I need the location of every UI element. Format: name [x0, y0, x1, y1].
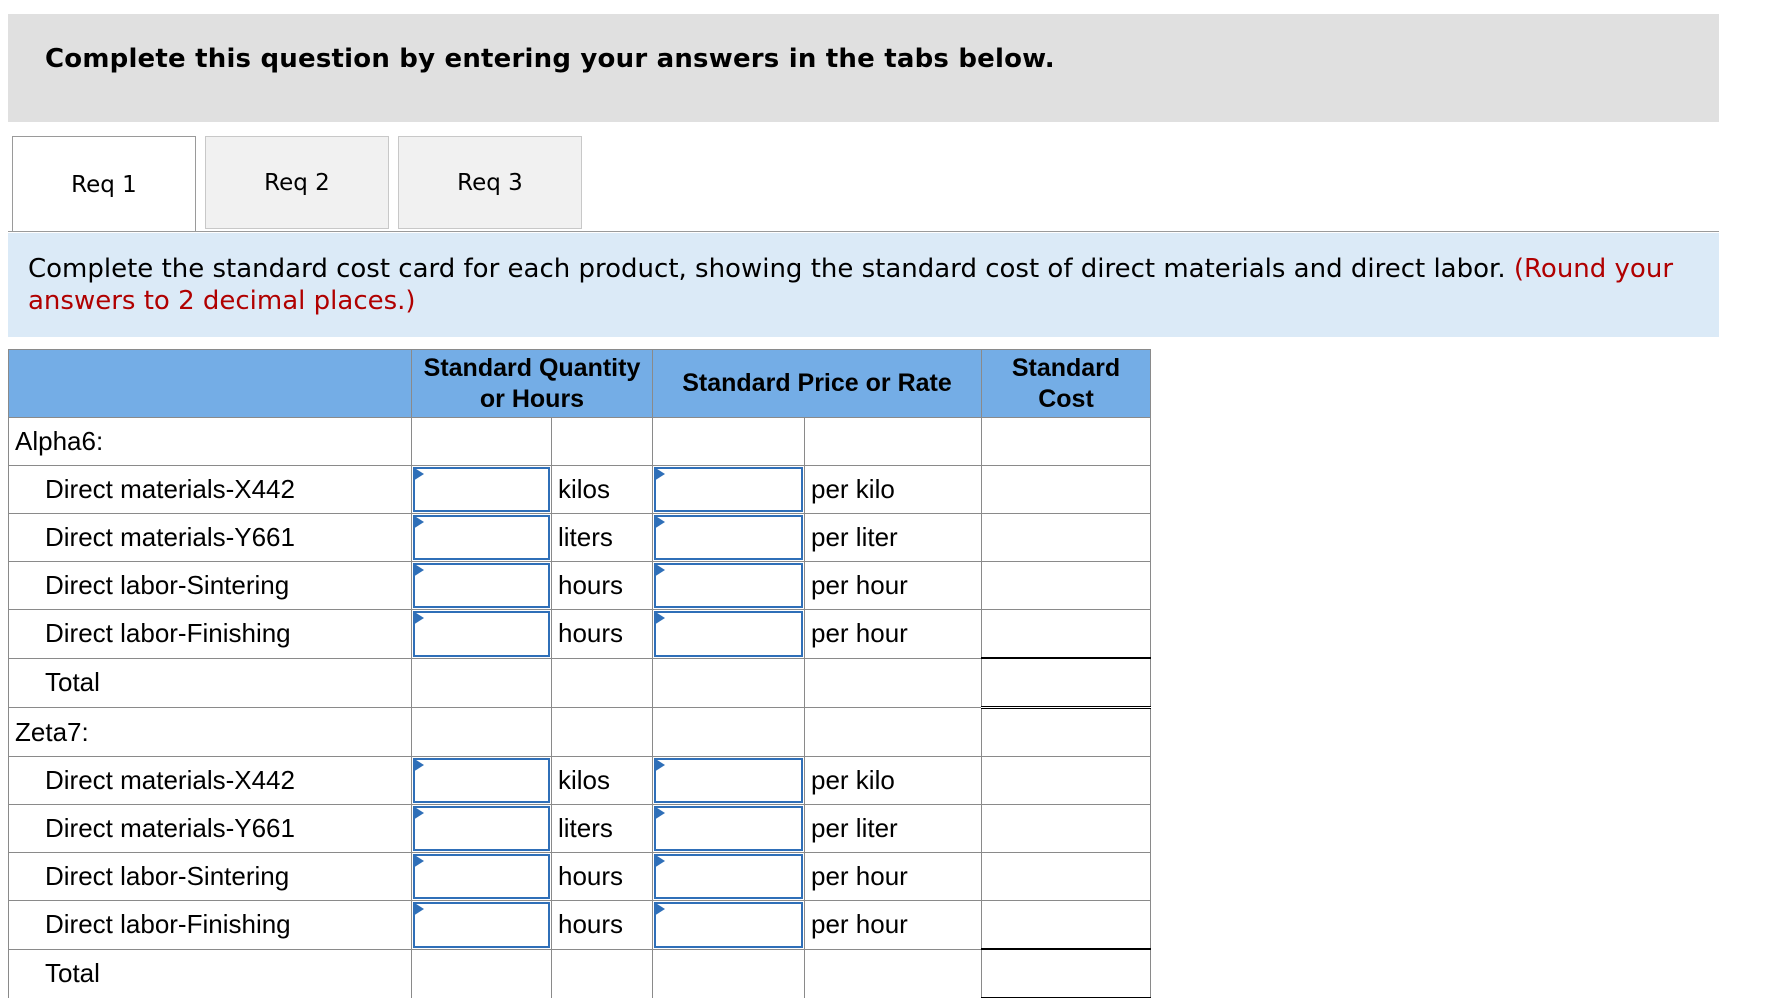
- quantity-input[interactable]: [413, 611, 550, 657]
- rate-cell: [653, 466, 805, 514]
- rate-unit: per hour: [805, 853, 982, 901]
- quantity-unit: hours: [552, 610, 653, 659]
- cost-row: [9, 466, 1151, 514]
- cost-item-label: Direct labor-Sintering: [9, 853, 412, 901]
- rate-cell: [653, 757, 805, 805]
- quantity-input[interactable]: [413, 467, 550, 512]
- empty-cell: [653, 708, 805, 757]
- empty-cell: [412, 708, 552, 757]
- quantity-cell: [412, 466, 552, 514]
- standard-cost-cell: [982, 514, 1151, 562]
- header-blank: [9, 350, 412, 418]
- rate-cell: [653, 901, 805, 950]
- standard-cost-cell: [982, 562, 1151, 610]
- header-standard-quantity: Standard Quantity or Hours: [412, 350, 653, 418]
- banner-text: Complete this question by entering your answers in the tabs below.: [45, 44, 1055, 74]
- quantity-unit: hours: [552, 562, 653, 610]
- rate-unit: per hour: [805, 562, 982, 610]
- total-label: Total: [9, 658, 412, 708]
- cost-row: [9, 562, 1151, 610]
- rate-input[interactable]: [654, 467, 803, 512]
- quantity-cell: [412, 562, 552, 610]
- cost-item-label: Direct labor-Finishing: [9, 610, 412, 659]
- quantity-unit: kilos: [552, 757, 653, 805]
- cost-row: [9, 901, 1151, 950]
- tab-req-3[interactable]: Req 3: [398, 136, 582, 229]
- quantity-unit: hours: [552, 901, 653, 950]
- standard-cost-cell: [982, 610, 1151, 659]
- empty-cell: [805, 418, 982, 466]
- empty-cell: [552, 949, 653, 998]
- quantity-input[interactable]: [413, 563, 550, 608]
- product-row: [9, 418, 1151, 466]
- rate-unit: per hour: [805, 901, 982, 950]
- empty-cell: [653, 658, 805, 708]
- total-row: [9, 949, 1151, 998]
- empty-cell: [412, 658, 552, 708]
- quantity-cell: [412, 610, 552, 659]
- total-cost-cell: [982, 658, 1151, 708]
- rate-cell: [653, 610, 805, 659]
- standard-cost-card-table: [8, 349, 1151, 998]
- quantity-cell: [412, 853, 552, 901]
- empty-cell: [982, 708, 1151, 757]
- header-standard-price: Standard Price or Rate: [653, 350, 982, 418]
- rate-unit: per liter: [805, 514, 982, 562]
- empty-cell: [412, 949, 552, 998]
- rate-input[interactable]: [654, 854, 803, 899]
- cost-row: [9, 805, 1151, 853]
- empty-cell: [552, 418, 653, 466]
- cost-item-label: Direct materials-Y661: [9, 805, 412, 853]
- header-standard-cost: Standard Cost: [982, 350, 1151, 418]
- tab-req-2[interactable]: Req 2: [205, 136, 389, 229]
- cost-row: [9, 853, 1151, 901]
- rate-unit: per kilo: [805, 757, 982, 805]
- quantity-unit: hours: [552, 853, 653, 901]
- empty-cell: [653, 949, 805, 998]
- total-cost-cell: [982, 949, 1151, 998]
- standard-cost-cell: [982, 805, 1151, 853]
- quantity-unit: liters: [552, 805, 653, 853]
- rate-cell: [653, 514, 805, 562]
- table-header-row: [9, 350, 1151, 418]
- quantity-unit: kilos: [552, 466, 653, 514]
- tab-divider: [8, 231, 1719, 232]
- quantity-input[interactable]: [413, 806, 550, 851]
- empty-cell: [412, 418, 552, 466]
- quantity-input[interactable]: [413, 902, 550, 948]
- empty-cell: [653, 418, 805, 466]
- instructions-text: Complete the standard cost card for each product, showing the standard cost of direct materials and direct labor.: [28, 254, 1506, 284]
- cost-row: [9, 514, 1151, 562]
- rate-input[interactable]: [654, 758, 803, 803]
- total-row: [9, 658, 1151, 708]
- tab-req-1[interactable]: Req 1: [12, 136, 196, 232]
- empty-cell: [552, 658, 653, 708]
- cost-item-label: Direct labor-Finishing: [9, 901, 412, 950]
- quantity-input[interactable]: [413, 854, 550, 899]
- cost-item-label: Direct labor-Sintering: [9, 562, 412, 610]
- empty-cell: [805, 708, 982, 757]
- rate-cell: [653, 805, 805, 853]
- cost-row: [9, 610, 1151, 659]
- quantity-cell: [412, 901, 552, 950]
- rounding-note: (Round your answers to 2 decimal places.): [28, 254, 1674, 316]
- standard-cost-cell: [982, 901, 1151, 950]
- standard-cost-cell: [982, 466, 1151, 514]
- quantity-input[interactable]: [413, 758, 550, 803]
- rate-unit: per hour: [805, 610, 982, 659]
- cost-item-label: Direct materials-X442: [9, 466, 412, 514]
- standard-cost-cell: [982, 853, 1151, 901]
- empty-cell: [805, 949, 982, 998]
- rate-cell: [653, 562, 805, 610]
- standard-cost-cell: [982, 757, 1151, 805]
- quantity-unit: liters: [552, 514, 653, 562]
- quantity-input[interactable]: [413, 515, 550, 560]
- product-name: Alpha6:: [9, 418, 412, 466]
- rate-unit: per kilo: [805, 466, 982, 514]
- table-body: [9, 418, 1151, 998]
- quantity-cell: [412, 757, 552, 805]
- rate-input[interactable]: [654, 902, 803, 948]
- product-row: [9, 708, 1151, 757]
- rate-input[interactable]: [654, 611, 803, 657]
- cost-item-label: Direct materials-Y661: [9, 514, 412, 562]
- product-name: Zeta7:: [9, 708, 412, 757]
- quantity-cell: [412, 805, 552, 853]
- empty-cell: [552, 708, 653, 757]
- empty-cell: [982, 418, 1151, 466]
- cost-item-label: Direct materials-X442: [9, 757, 412, 805]
- rate-input[interactable]: [654, 515, 803, 560]
- rate-input[interactable]: [654, 806, 803, 851]
- rate-input[interactable]: [654, 563, 803, 608]
- instruction-banner: [8, 14, 1719, 122]
- total-label: Total: [9, 949, 412, 998]
- instructions-panel: [8, 233, 1719, 337]
- quantity-cell: [412, 514, 552, 562]
- rate-unit: per liter: [805, 805, 982, 853]
- empty-cell: [805, 658, 982, 708]
- cost-row: [9, 757, 1151, 805]
- rate-cell: [653, 853, 805, 901]
